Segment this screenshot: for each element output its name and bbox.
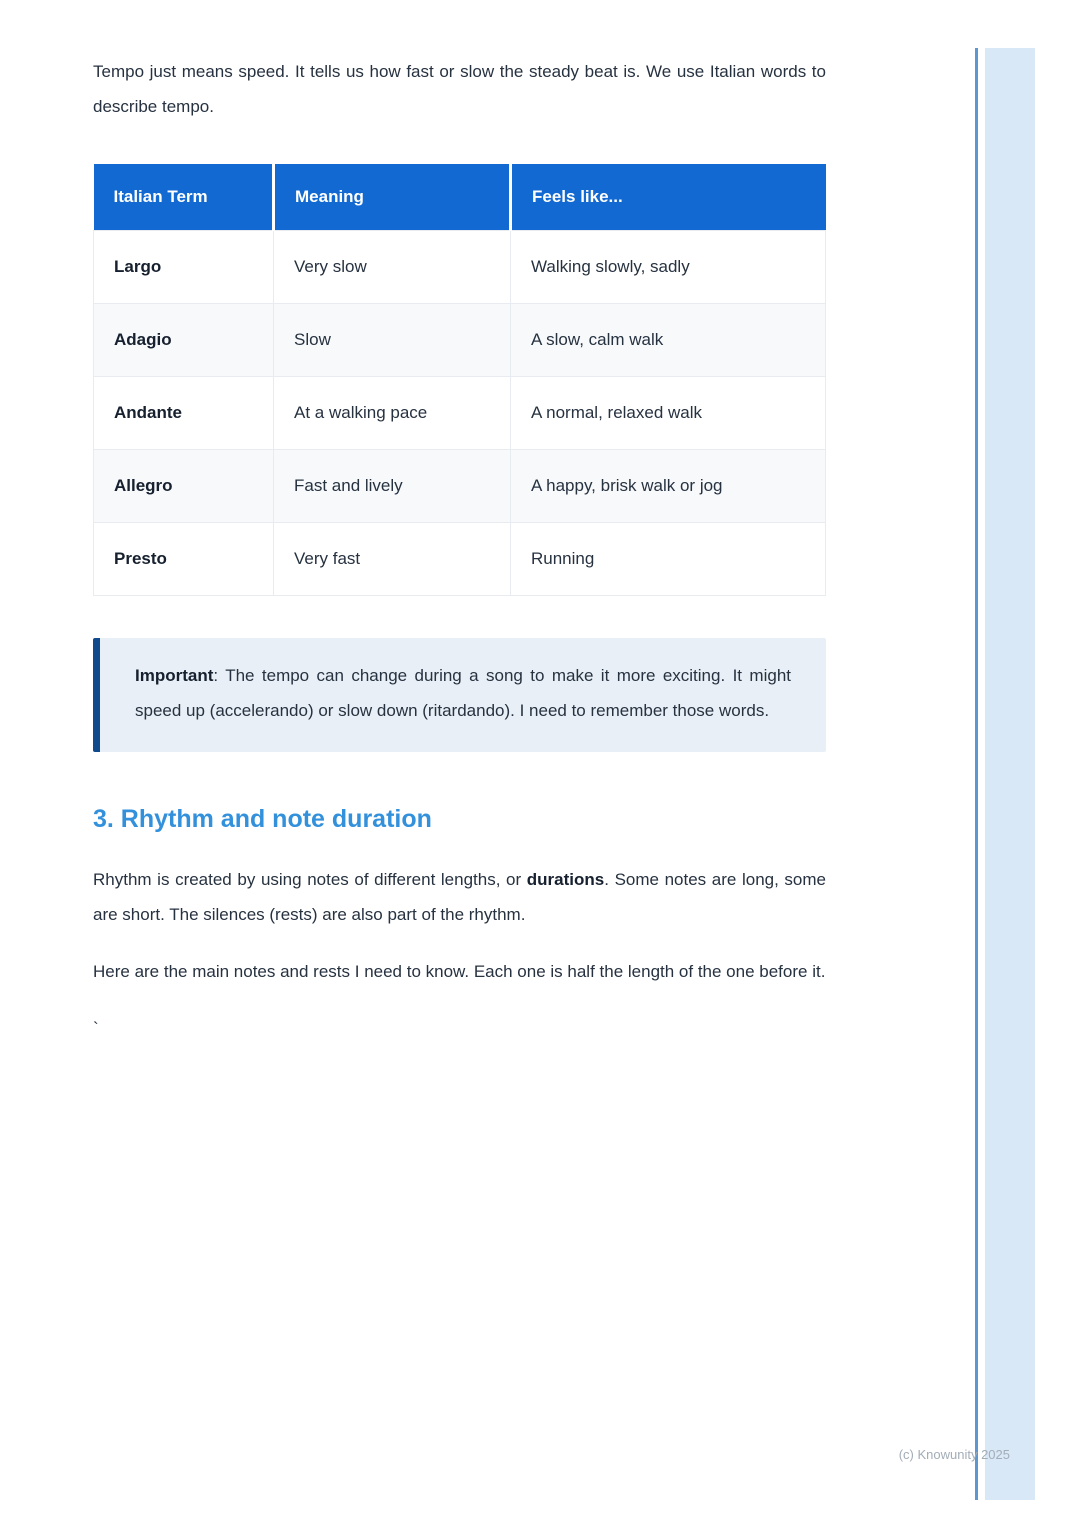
notes-paragraph: Here are the main notes and rests I need to know. Each one is half the length of the one before it. bbox=[93, 962, 826, 981]
term-cell: Allegro bbox=[94, 450, 274, 523]
meaning-cell: Very fast bbox=[274, 523, 511, 596]
table-row bbox=[94, 450, 826, 523]
meaning-cell: Fast and lively bbox=[274, 450, 511, 523]
feels-cell: Running bbox=[511, 523, 826, 596]
table-header-feels-like: Feels like... bbox=[511, 164, 826, 231]
section-heading: 3. Rhythm and note duration bbox=[93, 805, 432, 833]
term-cell: Andante bbox=[94, 377, 274, 450]
scrollbar-track[interactable] bbox=[985, 48, 1035, 1500]
rhythm-text-after: . Some notes are long, some are short. The silences (rests) are also part of the rhythm. bbox=[93, 870, 827, 924]
durations-bold: durations bbox=[526, 870, 605, 889]
table-header-italian-term: Italian Term bbox=[94, 164, 274, 231]
table-row bbox=[94, 523, 826, 596]
page-edge-line bbox=[975, 48, 978, 1500]
feels-cell: Walking slowly, sadly bbox=[511, 231, 826, 304]
callout-label: Important bbox=[135, 666, 214, 685]
rhythm-text-before: Rhythm is created by using notes of different lengths, or bbox=[93, 870, 527, 889]
callout-text: : The tempo can change during a song to make it more exciting. It might speed up (accelerando) or slow down (ritardando). I need to remember those words. bbox=[135, 666, 791, 720]
table-header-meaning: Meaning bbox=[274, 164, 511, 231]
backtick-line: ` bbox=[93, 1019, 99, 1038]
meaning-cell: At a walking pace bbox=[274, 377, 511, 450]
meaning-cell: Very slow bbox=[274, 231, 511, 304]
rhythm-paragraph bbox=[93, 862, 826, 932]
document-content bbox=[93, 54, 826, 1046]
footer-credit: (c) Knowunity 2025 bbox=[898, 1447, 1010, 1462]
feels-cell: A normal, relaxed walk bbox=[511, 377, 826, 450]
term-cell: Largo bbox=[94, 231, 274, 304]
term-cell: Presto bbox=[94, 523, 274, 596]
meaning-cell: Slow bbox=[274, 304, 511, 377]
callout-paragraph bbox=[135, 658, 791, 728]
term-cell: Adagio bbox=[94, 304, 274, 377]
tempo-table-header bbox=[94, 164, 826, 231]
feels-cell: A slow, calm walk bbox=[511, 304, 826, 377]
important-callout bbox=[93, 638, 826, 752]
intro-paragraph: Tempo just means speed. It tells us how fast or slow the steady beat is. We use Italian words to describe tempo. bbox=[93, 62, 826, 116]
table-row bbox=[94, 231, 826, 304]
table-row bbox=[94, 377, 826, 450]
tempo-table bbox=[93, 164, 826, 596]
feels-cell: A happy, brisk walk or jog bbox=[511, 450, 826, 523]
table-row bbox=[94, 304, 826, 377]
